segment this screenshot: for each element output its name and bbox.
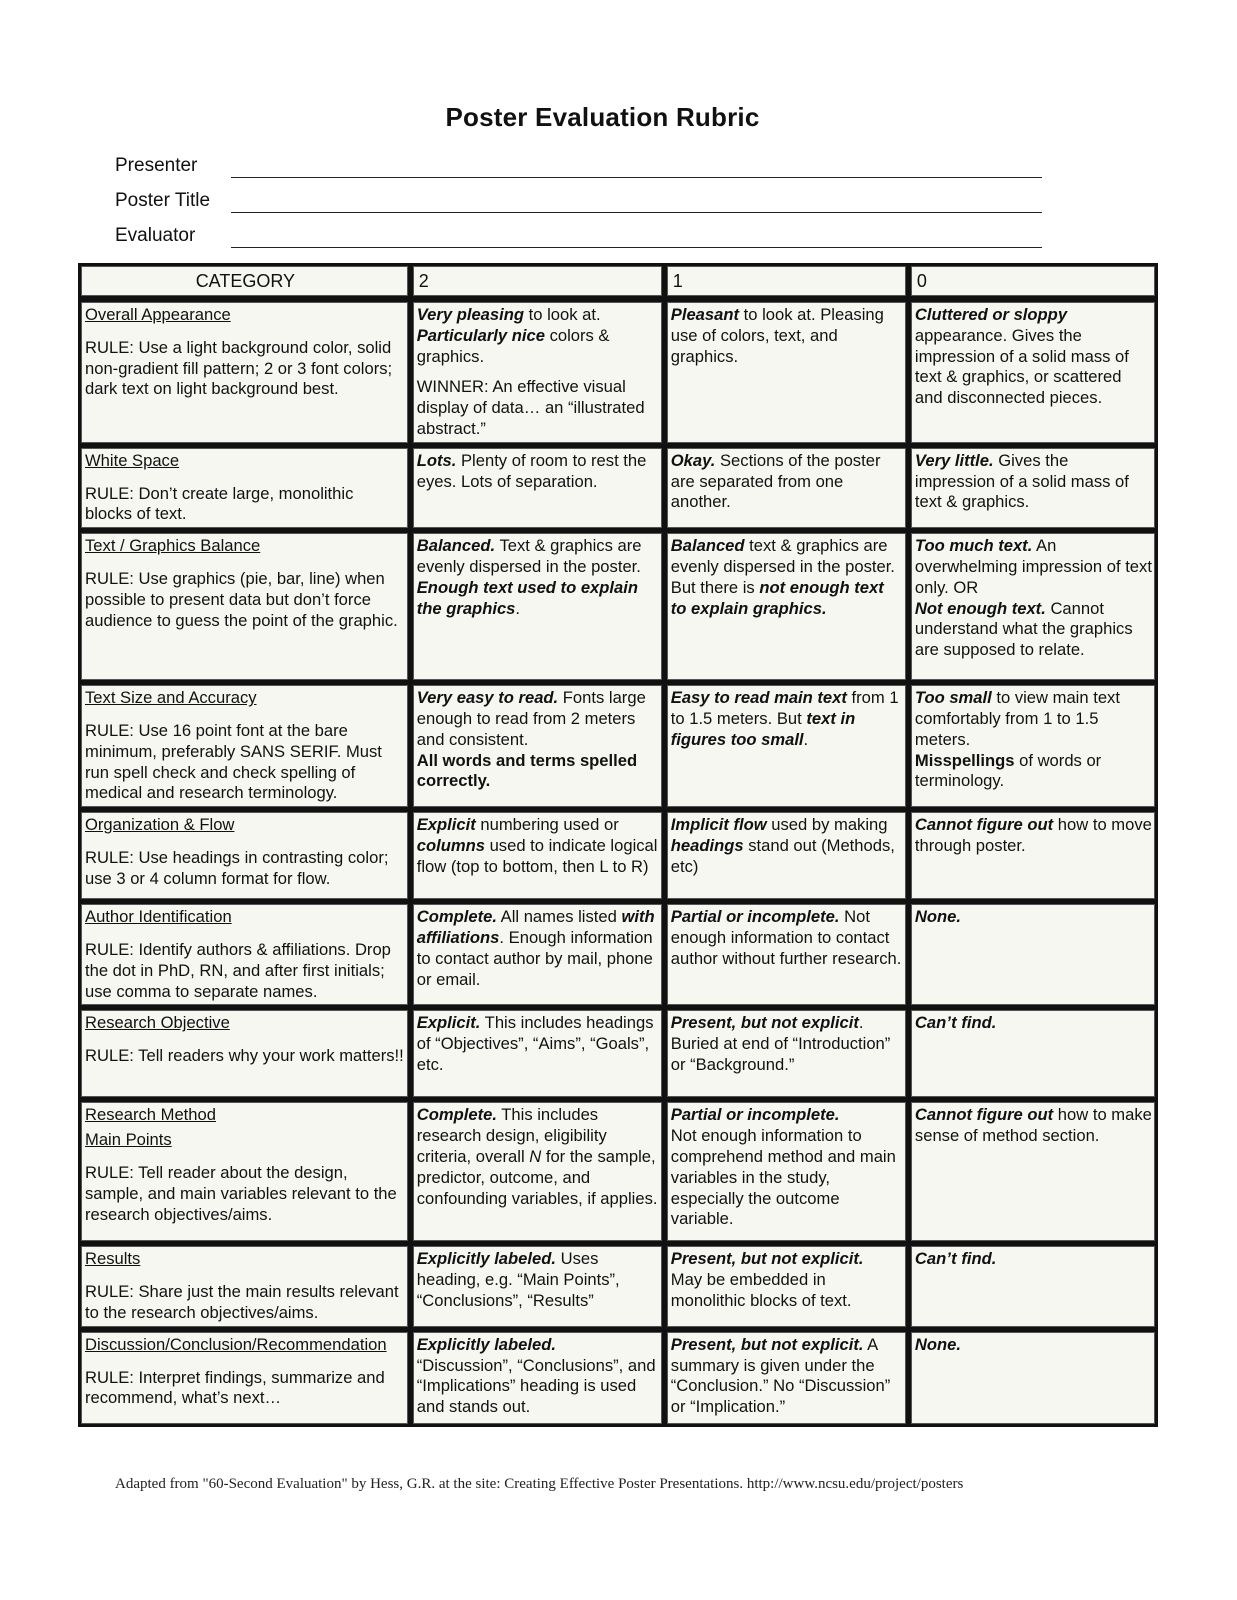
category-rule: RULE: Identify authors & affiliations. Drop the dot in PhD, RN, and after first initials; use comma to separate names. <box>85 939 391 1001</box>
poster-title-label: Poster Title <box>115 190 211 211</box>
category-cell <box>81 1246 413 1331</box>
poster-title-field <box>115 190 230 212</box>
score-0-cell: Cluttered or sloppy appearance. Gives the impression of a solid mass of text & graphics, or scattered and disconnected pieces. <box>911 302 1155 448</box>
score-1-cell: Partial or incomplete. Not enough information to comprehend method and main variables in the study, especially the outcome variable. <box>667 1102 911 1246</box>
evaluator-line[interactable] <box>231 247 1042 248</box>
score-0-cell: Can’t find. <box>911 1246 1155 1331</box>
score-1-cell: Balanced text & graphics are evenly dispersed in the poster. But there is not enough text to explain graphics. <box>667 533 911 685</box>
category-name: Research Method <box>85 1105 216 1125</box>
score-0-cell: Very little. Gives the impression of a solid mass of text & graphics. <box>911 448 1155 533</box>
header-score-1: 1 <box>667 266 911 302</box>
score-2-cell: Balanced. Text & graphics are evenly dispersed in the poster. Enough text used to explain the graphics. <box>413 533 667 685</box>
score-0-cell: Cannot figure out how to move through poster. <box>911 812 1155 904</box>
category-name: White Space <box>85 450 180 470</box>
category-rule: RULE: Tell readers why your work matters!! <box>85 1046 404 1066</box>
score-2-cell: Very easy to read. Fonts large enough to read from 2 meters and consistent. All words and terms spelled correctly. <box>413 685 667 812</box>
category-rule: RULE: Use headings in contrasting color; use 3 or 4 column format for flow. <box>85 847 389 888</box>
category-name: Research Objective <box>85 1013 230 1033</box>
score-1-cell: Present, but not explicit. May be embedded in monolithic blocks of text. <box>667 1246 911 1331</box>
score-2-cell: Explicitly labeled. “Discussion”, “Conclusions”, and “Implications” heading is used and stands out. <box>413 1332 667 1424</box>
score-0-cell: None. <box>911 1332 1155 1424</box>
rubric-table <box>78 263 1158 1427</box>
category-subname: Main Points <box>85 1130 172 1150</box>
category-name: Author Identification <box>85 907 232 927</box>
score-2-cell: Lots. Plenty of room to rest the eyes. Lots of separation. <box>413 448 667 533</box>
category-cell <box>81 1102 413 1246</box>
category-rule: RULE: Don’t create large, monolithic blocks of text. <box>85 483 354 524</box>
category-rule: RULE: Tell reader about the design, sample, and main variables relevant to the research objectives/aims. <box>85 1162 397 1224</box>
presenter-field <box>115 155 230 177</box>
table-row <box>81 533 1155 685</box>
category-name: Organization & Flow <box>85 815 235 835</box>
category-cell <box>81 302 413 448</box>
score-1-cell: Present, but not explicit. Buried at end of “Introduction” or “Background.” <box>667 1010 911 1102</box>
source-footnote: Adapted from "60-Second Evaluation" by Hess, G.R. at the site: Creating Effective Poster Presentations. http://www.ncsu.edu/project/posters <box>115 1476 964 1492</box>
category-rule: RULE: Use graphics (pie, bar, line) when possible to present data but don’t force audience to guess the point of the graphic. <box>85 568 398 630</box>
score-2-cell: Complete. All names listed with affiliations. Enough information to contact author by mail, phone or email. <box>413 904 667 1010</box>
evaluator-field <box>115 225 230 247</box>
poster-title-line[interactable] <box>231 212 1042 213</box>
category-cell <box>81 812 413 904</box>
table-row <box>81 685 1155 812</box>
score-2-cell: Explicitly labeled. Uses heading, e.g. “Main Points”, “Conclusions”, “Results” <box>413 1246 667 1331</box>
category-name: Overall Appearance <box>85 305 231 324</box>
presenter-label: Presenter <box>115 155 198 176</box>
header-row <box>81 266 1155 302</box>
table-row <box>81 448 1155 533</box>
table-row <box>81 904 1155 1010</box>
score-1-cell: Pleasant to look at. Pleasing use of colors, text, and graphics. <box>667 302 911 448</box>
score-1-cell: Easy to read main text from 1 to 1.5 meters. But text in figures too small. <box>667 685 911 812</box>
score-1-cell: Partial or incomplete. Not enough information to contact author without further research. <box>667 904 911 1010</box>
evaluator-label: Evaluator <box>115 225 196 246</box>
category-cell <box>81 448 413 533</box>
score-0-cell: Too small to view main text comfortably from 1 to 1.5 meters. Misspellings of words or terminology. <box>911 685 1155 812</box>
score-0-cell: Cannot figure out how to make sense of method section. <box>911 1102 1155 1246</box>
score-0-cell: Can’t find. <box>911 1010 1155 1102</box>
category-name: Results <box>85 1249 141 1269</box>
category-name: Discussion/Conclusion/Recommendation <box>85 1334 387 1354</box>
table-row <box>81 302 1155 448</box>
category-cell <box>81 533 413 685</box>
header-score-0: 0 <box>911 266 1155 302</box>
category-rule: RULE: Share just the main results relevant to the research objectives/aims. <box>85 1282 399 1322</box>
header-score-2: 2 <box>413 266 667 302</box>
category-cell <box>81 904 413 1010</box>
score-1-cell: Implicit flow used by making headings stand out (Methods, etc) <box>667 812 911 904</box>
presenter-line[interactable] <box>231 177 1042 178</box>
score-0-cell: Too much text. An overwhelming impression of text only. OR Not enough text. Cannot understand what the graphics are supposed to relate. <box>911 533 1155 685</box>
category-rule: RULE: Interpret findings, summarize and recommend, what’s next… <box>85 1367 385 1408</box>
score-1-cell: Okay. Sections of the poster are separated from one another. <box>667 448 911 533</box>
table-row <box>81 1332 1155 1424</box>
category-name: Text Size and Accuracy <box>85 688 257 708</box>
category-name: Text / Graphics Balance <box>85 536 261 556</box>
category-cell <box>81 1332 413 1424</box>
category-cell <box>81 1010 413 1102</box>
score-2-cell: Explicit numbering used or columns used to indicate logical flow (top to bottom, then L to R) <box>413 812 667 904</box>
score-1-cell: Present, but not explicit. A summary is given under the “Conclusion.” No “Discussion” or “Implication.” <box>667 1332 911 1424</box>
score-2-cell: Very pleasing to look at. Particularly nice colors & graphics. WINNER: An effective visual display of data… an “illustrated abstract.” <box>413 302 667 448</box>
table-row <box>81 1102 1155 1246</box>
score-0-cell: None. <box>911 904 1155 1010</box>
category-rule: RULE: Use a light background color, solid non-gradient fill pattern; 2 or 3 font colors; dark text on light background best. <box>85 337 393 399</box>
header-category: CATEGORY <box>81 266 413 302</box>
table-row <box>81 1010 1155 1102</box>
score-2-cell: Complete. This includes research design, eligibility criteria, overall N for the sample, predictor, outcome, and confounding variables, if applies. <box>413 1102 667 1246</box>
table-row <box>81 1246 1155 1331</box>
score-2-cell: Explicit. This includes headings of “Objectives”, “Aims”, “Goals”, etc. <box>413 1010 667 1102</box>
table-row <box>81 812 1155 904</box>
category-rule: RULE: Use 16 point font at the bare minimum, preferably SANS SERIF. Must run spell check and check spelling of medical and research terminology. <box>85 720 382 803</box>
category-cell <box>81 685 413 812</box>
page-title: Poster Evaluation Rubric <box>445 102 760 132</box>
